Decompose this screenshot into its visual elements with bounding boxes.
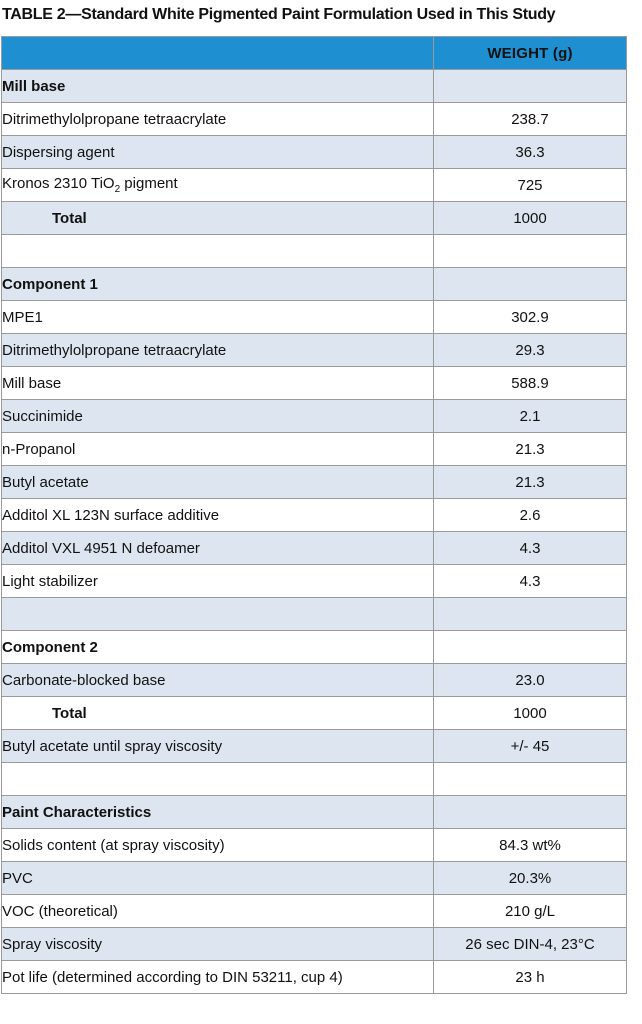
header-weight-cell: WEIGHT (g) (434, 37, 627, 70)
table-row (2, 928, 627, 961)
ingredient-cell: VOC (theoretical) (2, 895, 434, 928)
ingredient-cell: Mill base (2, 367, 434, 400)
weight-cell (434, 763, 627, 796)
weight-cell: 21.3 (434, 433, 627, 466)
table-row (2, 301, 627, 334)
section-heading: Mill base (2, 70, 434, 103)
weight-cell: 4.3 (434, 532, 627, 565)
spacer-row (2, 763, 627, 796)
weight-cell: 238.7 (434, 103, 627, 136)
table-row (2, 565, 627, 598)
ingredient-cell: n-Propanol (2, 433, 434, 466)
ingredient-cell: Kronos 2310 TiO$_2$ pigment (2, 169, 434, 202)
ingredient-cell: Additol VXL 4951 N defoamer (2, 532, 434, 565)
table-row (2, 895, 627, 928)
table-row (2, 466, 627, 499)
section-row (2, 70, 627, 103)
weight-cell (434, 598, 627, 631)
ingredient-cell: Butyl acetate (2, 466, 434, 499)
table-row (2, 169, 627, 202)
ingredient-cell: Succinimide (2, 400, 434, 433)
ingredient-cell (2, 763, 434, 796)
table-row (2, 400, 627, 433)
ingredient-cell: Total (2, 202, 434, 235)
weight-cell: 302.9 (434, 301, 627, 334)
section-row (2, 796, 627, 829)
weight-cell: 23 h (434, 961, 627, 994)
weight-cell (434, 631, 627, 664)
ingredient-cell: Light stabilizer (2, 565, 434, 598)
weight-cell (434, 70, 627, 103)
ingredient-cell: Additol XL 123N surface additive (2, 499, 434, 532)
weight-cell: 1000 (434, 697, 627, 730)
weight-cell: 1000 (434, 202, 627, 235)
weight-cell: 84.3 wt% (434, 829, 627, 862)
ingredient-cell: Solids content (at spray viscosity) (2, 829, 434, 862)
table-row (2, 499, 627, 532)
ingredient-cell: Ditrimethylolpropane tetraacrylate (2, 334, 434, 367)
weight-cell: 29.3 (434, 334, 627, 367)
table-row (2, 334, 627, 367)
weight-cell: 2.6 (434, 499, 627, 532)
table-row (2, 961, 627, 994)
section-heading: Component 2 (2, 631, 434, 664)
weight-cell (434, 235, 627, 268)
ingredient-cell: PVC (2, 862, 434, 895)
weight-cell: 26 sec DIN-4, 23°C (434, 928, 627, 961)
ingredient-cell (2, 235, 434, 268)
section-row (2, 631, 627, 664)
weight-cell: +/- 45 (434, 730, 627, 763)
weight-cell: 20.3% (434, 862, 627, 895)
section-row (2, 268, 627, 301)
ingredient-cell: Total (2, 697, 434, 730)
weight-cell: 725 (434, 169, 627, 202)
ingredient-cell: Dispersing agent (2, 136, 434, 169)
total-row (2, 697, 627, 730)
table-row (2, 103, 627, 136)
ingredient-cell: Spray viscosity (2, 928, 434, 961)
ingredient-cell: Butyl acetate until spray viscosity (2, 730, 434, 763)
header-ingredient-cell (2, 37, 434, 70)
spacer-row (2, 235, 627, 268)
table-body (2, 70, 627, 994)
table-row (2, 664, 627, 697)
table-row (2, 532, 627, 565)
table-row (2, 367, 627, 400)
table-row (2, 829, 627, 862)
ingredient-cell: MPE1 (2, 301, 434, 334)
spacer-row (2, 598, 627, 631)
ingredient-cell: Carbonate-blocked base (2, 664, 434, 697)
section-heading: Component 1 (2, 268, 434, 301)
section-heading: Paint Characteristics (2, 796, 434, 829)
formulation-table (1, 36, 627, 994)
ingredient-cell: Ditrimethylolpropane tetraacrylate (2, 103, 434, 136)
weight-cell: 588.9 (434, 367, 627, 400)
weight-cell: 210 g/L (434, 895, 627, 928)
weight-cell: 2.1 (434, 400, 627, 433)
table-row (2, 862, 627, 895)
weight-cell: 36.3 (434, 136, 627, 169)
table-header-row (2, 37, 627, 70)
table-title: TABLE 2—Standard White Pigmented Paint Formulation Used in This Study (2, 6, 556, 23)
weight-cell (434, 796, 627, 829)
total-row (2, 202, 627, 235)
ingredient-cell (2, 598, 434, 631)
weight-cell: 4.3 (434, 565, 627, 598)
table-row (2, 433, 627, 466)
ingredient-cell: Pot life (determined according to DIN 53211, cup 4) (2, 961, 434, 994)
weight-cell: 23.0 (434, 664, 627, 697)
weight-cell (434, 268, 627, 301)
weight-cell: 21.3 (434, 466, 627, 499)
table-row (2, 730, 627, 763)
table-row (2, 136, 627, 169)
